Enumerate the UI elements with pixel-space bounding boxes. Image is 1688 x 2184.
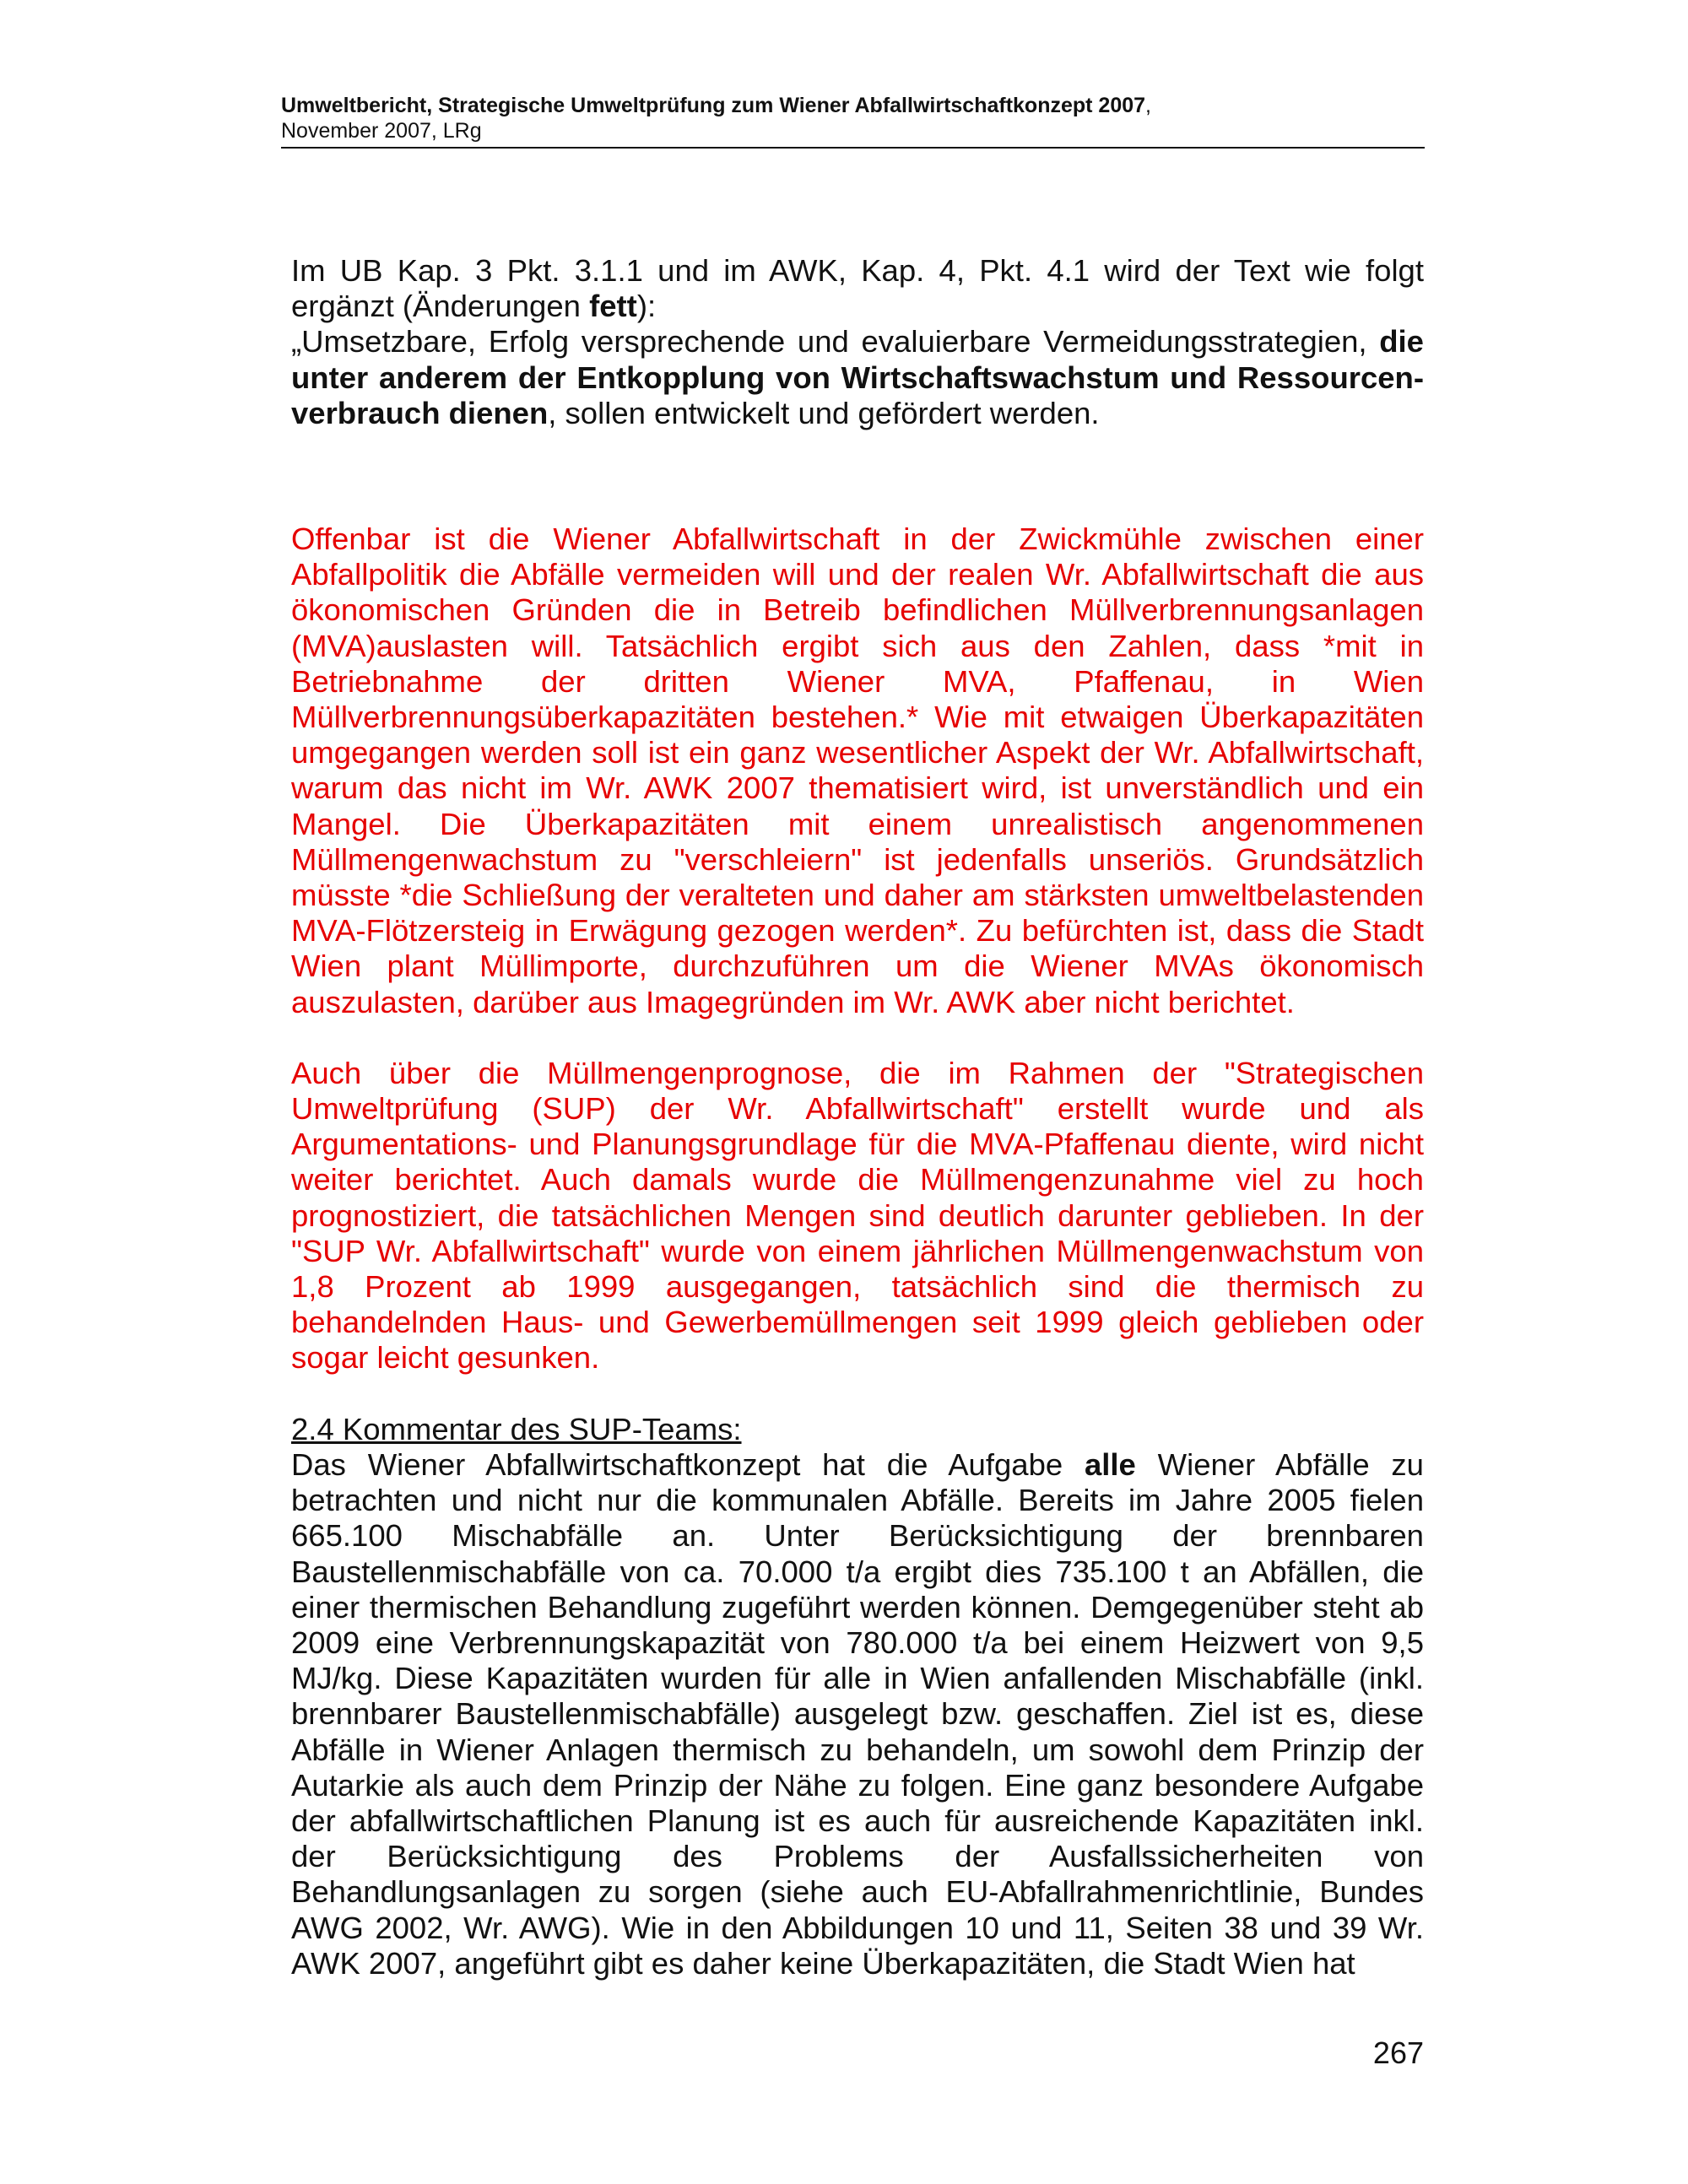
spacer [291, 431, 1424, 486]
red-comment-paragraph-2: Auch über die Müllmengenprognose, die im Rahmen der "Strategischen Umweltprüfung (SUP) der Wr. Abfallwirtschaft" erstellt wurde und als Argumentations- und Planungsgrundlage für die MVA-Pfaffenau diente, wird nicht weiter berichtet. Auch damals wurde die Müllmengenzunahme viel zu hoch prognostiziert, die tatsächlichen Mengen sind deutlich darunter geblieben. In der "SUP Wr. Abfallwirtschaft" wurde von einem jährlichen Müllmengenwachstum von 1,8 Prozent ab 1999 ausgegangen, tatsächlich sind die thermisch zu behandelnden Haus- und Gewerbemüllmengen seit 1999 gleich geblieben oder sogar leicht gesunken. [291, 1055, 1424, 1376]
page-header [281, 93, 1425, 143]
header-rule [281, 147, 1425, 149]
spacer [291, 1376, 1424, 1412]
intro-paragraph [291, 253, 1424, 431]
intro-bold-text: fett [589, 289, 637, 324]
spacer [291, 1020, 1424, 1056]
page-number: 267 [1372, 2035, 1424, 2070]
header-title-line [281, 93, 1425, 118]
quote-text: „Umsetzbare, Erfolg versprechende und evaluierbare Vermeidungsstrategien, [291, 324, 1380, 359]
red-comment-paragraph-1: Offenbar ist die Wiener Abfallwirtschaft in der Zwickmühle zwischen einer Abfallpolitik die Abfälle vermeiden will und der realen Wr. Abfallwirtschaft die aus ökonomischen Gründen die in Betreib befindlichen Müllverbrennungsanlagen (MVA)auslasten will. Tatsächlich ergibt sich aus den Zahlen, dass *mit in Betriebnahme der dritten Wiener MVA, Pfaffenau, in Wien Müllverbrennungsüberkapazitäten bestehen.* Wie mit etwaigen Überkapazitäten umgegangen werden soll ist ein ganz wesentlicher Aspekt der Wr. Abfallwirtschaft, warum das nicht im Wr. AWK 2007 thematisiert wird, ist unverständlich und ein Mangel. Die Überkapazitäten mit einem unrealistisch angenommenen Müllmengenwachstum zu "verschleiern" ist jedenfalls unseriös. Grundsätzlich müsste *die Schließung der veralteten und daher am stärksten umweltbelastenden MVA-Flötzersteig in Erwägung gezogen werden*. Zu befürchten ist, dass die Stadt Wien plant Müllimporte, durchzuführen um die Wiener MVAs ökonomisch auszulasten, darüber aus Imagegründen im Wr. AWK aber nicht berichtet. [291, 522, 1424, 1019]
header-title-separator: , [1145, 94, 1151, 117]
header-subtitle: November 2007, LRg [281, 119, 482, 143]
page-body [291, 253, 1424, 1981]
intro-text-end: ): [636, 289, 657, 324]
header-title: Umweltbericht, Strategische Umweltprüfung zum Wiener Abfallwirtschaftkonzept 2007 [281, 94, 1146, 117]
intro-text: Im UB Kap. 3 Pkt. 3.1.1 und im AWK, Kap. 4, Pkt. 4.1 wird der Text wie folgt ergänzt (Änderungen [291, 253, 1424, 324]
quote-text-end: , sollen entwickelt und gefördert werden. [548, 395, 1100, 430]
quote-bold-text: die unter anderem der Entkopplung von Wirtschaftswachstum und Ressourcen-verbrauch dienen [291, 324, 1424, 430]
section-heading: 2.4 Kommentar des SUP-Teams: [291, 1411, 742, 1446]
section-text: Das Wiener Abfallwirtschaftkonzept hat die Aufgabe [291, 1446, 1085, 1482]
section-text-end: Wiener Abfälle zu betrachten und nicht nur die kommunalen Abfälle. Bereits im Jahre 2005 fielen 665.100 Mischabfälle an. Unter Berücksichtigung der brennbaren Baustellenmischabfälle von ca. 70.000 t/a ergibt dies 735.100 t an Abfällen, die einer thermischen Behandlung zugeführt werden können. Demgegenüber steht ab 2009 eine Verbrennungskapazität von 780.000 t/a bei einem Heizwert von 9,5 MJ/kg. Diese Kapazitäten wurden für alle in Wien anfallenden Mischabfälle (inkl. brennbarer Baustellenmischabfälle) ausgelegt bzw. geschaffen. Ziel ist es, diese Abfälle in Wiener Anlagen thermisch zu behandeln, um sowohl dem Prinzip der Autarkie als auch dem Prinzip der Nähe zu folgen. Eine ganz besondere Aufgabe der abfallwirtschaftlichen Planung ist es auch für ausreichende Kapazitäten inkl. der Berücksichtigung des Problems der Ausfallssicherheiten von Behandlungsanlagen zu sorgen (siehe auch EU-Abfallrahmenrichtlinie, Bundes AWG 2002, Wr. AWG). Wie in den Abbildungen 10 und 11, Seiten 38 und 39 Wr. AWK 2007, angeführt gibt es daher keine Überkapazitäten, die Stadt Wien hat [291, 1446, 1424, 1981]
spacer [291, 486, 1424, 522]
section-paragraph [291, 1447, 1424, 1981]
section-bold-text: alle [1084, 1446, 1136, 1482]
